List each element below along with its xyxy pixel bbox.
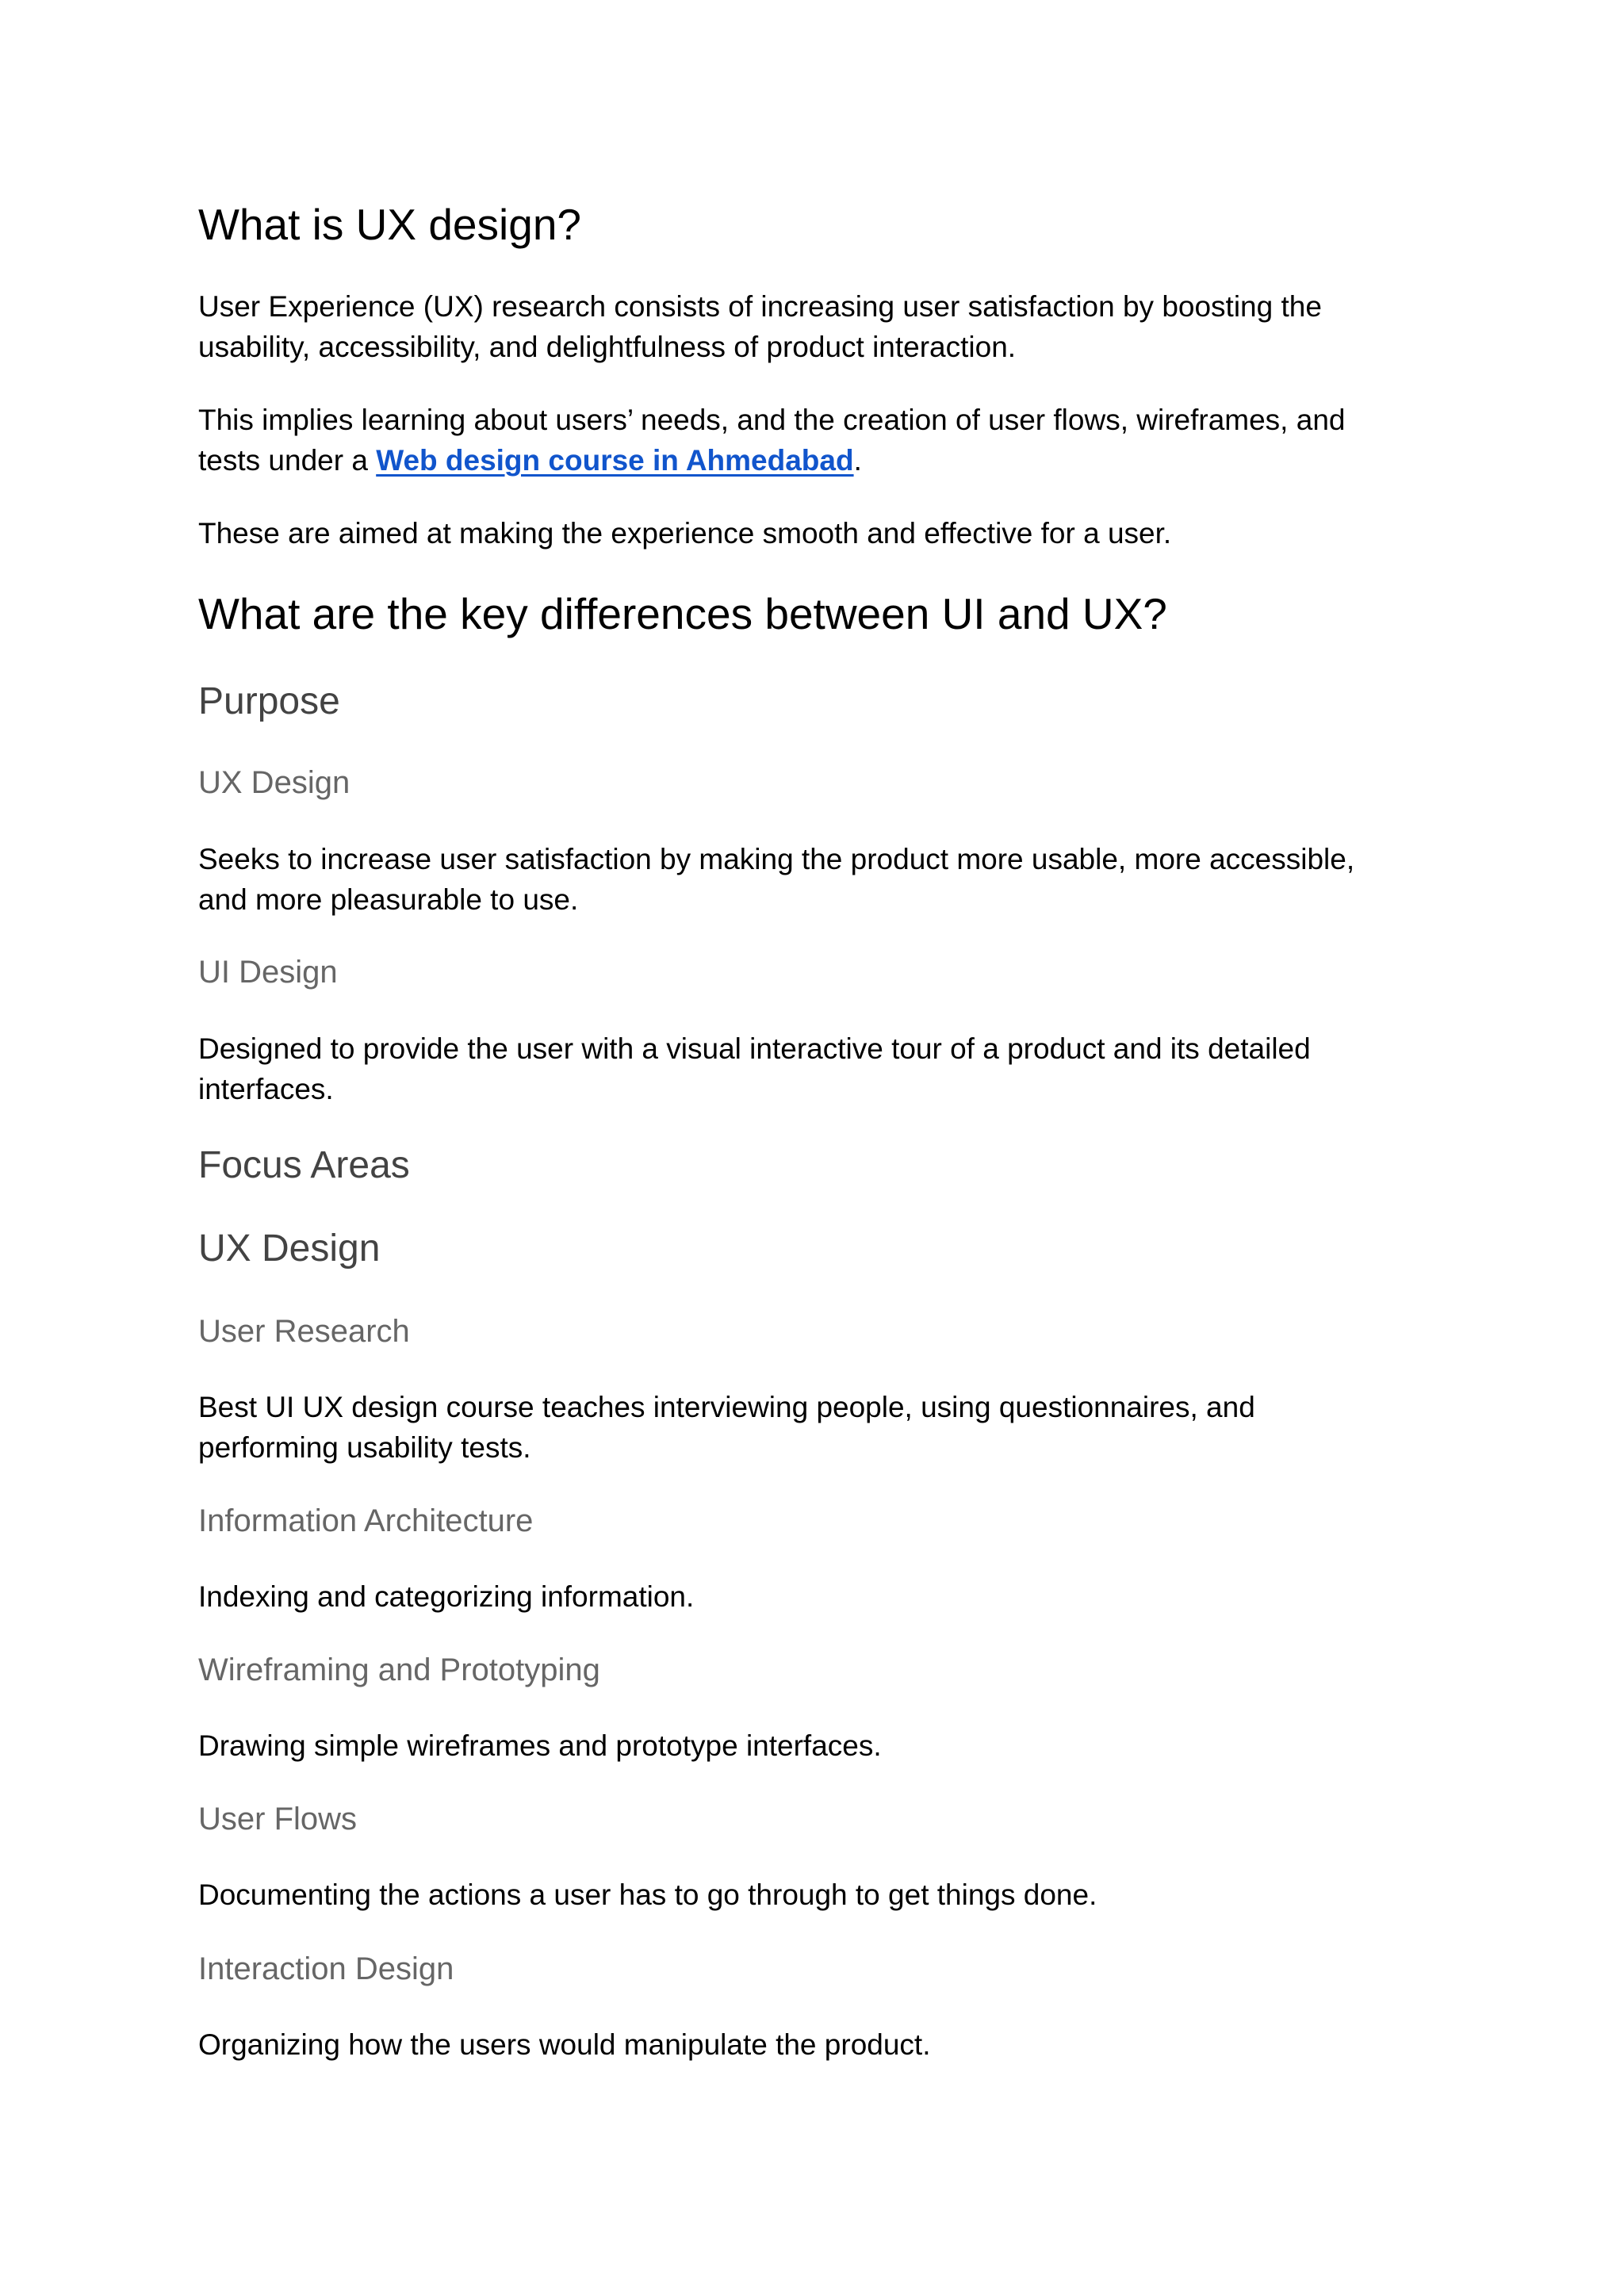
heading-purpose-ui-design: UI Design xyxy=(198,955,338,990)
paragraph-line: Seeks to increase user satisfaction by making the product more usable, more accessible, xyxy=(198,843,1355,875)
paragraph-line: interfaces. xyxy=(198,1073,334,1105)
paragraph-line: Drawing simple wireframes and prototype interfaces. xyxy=(198,1729,882,1762)
paragraph-ux-definition xyxy=(198,286,1435,367)
paragraph-ux-aim xyxy=(198,513,1435,553)
paragraph-information-architecture xyxy=(198,1576,1435,1617)
heading-purpose-ux-design: UX Design xyxy=(198,765,350,800)
paragraph-user-flows xyxy=(198,1875,1435,1915)
heading-key-differences: What are the key differences between UI and UX? xyxy=(198,589,1167,638)
heading-focus-areas: Focus Areas xyxy=(198,1144,410,1186)
text-fragment: tests under a xyxy=(198,444,377,477)
heading-interaction-design: Interaction Design xyxy=(198,1951,454,1986)
paragraph-purpose-ux xyxy=(198,839,1435,920)
paragraph-interaction-design xyxy=(198,2024,1435,2065)
text-fragment: . xyxy=(853,444,862,477)
paragraph-line: Best UI UX design course teaches interviewing people, using questionnaires, and xyxy=(198,1391,1255,1423)
paragraph-line: performing usability tests. xyxy=(198,1431,531,1464)
paragraph-user-research xyxy=(198,1387,1435,1468)
paragraph-line: Documenting the actions a user has to go through to get things done. xyxy=(198,1878,1097,1911)
paragraph-line: Designed to provide the user with a visual interactive tour of a product and its detailed xyxy=(198,1032,1311,1065)
web-design-course-link[interactable]: Web design course in Ahmedabad xyxy=(376,444,854,477)
heading-purpose: Purpose xyxy=(198,680,340,722)
heading-user-flows: User Flows xyxy=(198,1802,358,1836)
heading-user-research: User Research xyxy=(198,1314,410,1349)
paragraph-line: Organizing how the users would manipulate the product. xyxy=(198,2028,931,2061)
paragraph-line: usability, accessibility, and delightfulness of product interaction. xyxy=(198,331,1017,363)
heading-what-is-ux: What is UX design? xyxy=(198,200,581,249)
paragraph-line: and more pleasurable to use. xyxy=(198,883,579,916)
paragraph-ux-learning xyxy=(198,400,1435,481)
paragraph-wireframing-prototyping xyxy=(198,1725,1435,1766)
paragraph-line: Indexing and categorizing information. xyxy=(198,1580,695,1613)
heading-information-architecture: Information Architecture xyxy=(198,1503,534,1538)
heading-focus-ux-design: UX Design xyxy=(198,1227,381,1270)
paragraph-line: User Experience (UX) research consists of increasing user satisfaction by boosting the xyxy=(198,290,1322,323)
paragraph-purpose-ui xyxy=(198,1028,1435,1109)
heading-wireframing-prototyping: Wireframing and Prototyping xyxy=(198,1653,600,1687)
paragraph-line: This implies learning about users’ needs, and the creation of user flows, wireframes, and xyxy=(198,404,1346,436)
paragraph-line: These are aimed at making the experience smooth and effective for a user. xyxy=(198,517,1172,550)
paragraph-line-with-link xyxy=(198,440,1435,481)
